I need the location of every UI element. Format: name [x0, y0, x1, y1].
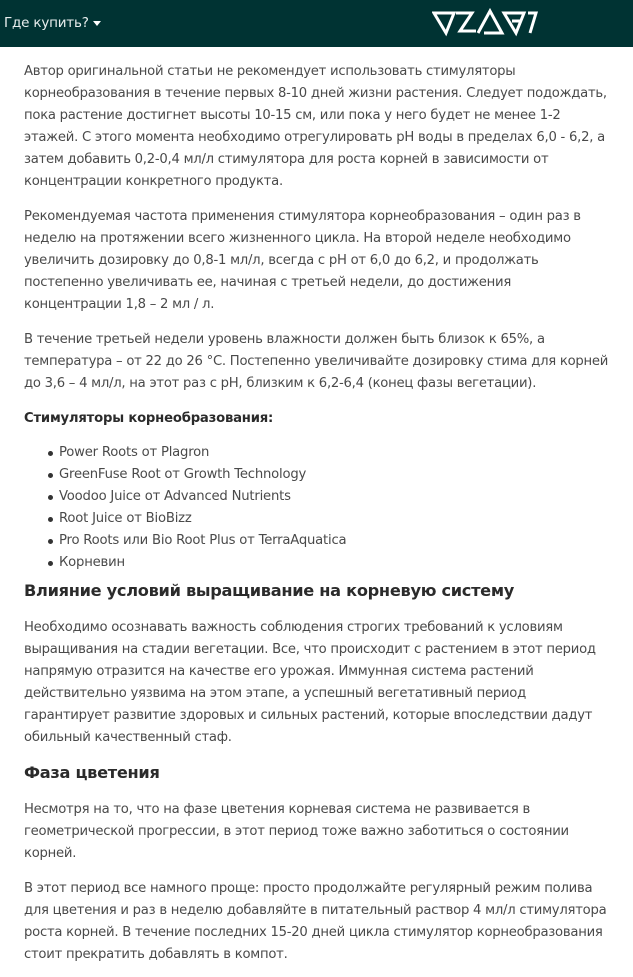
- logo-letter-a: [478, 11, 502, 33]
- stimulator-name: Корневин: [59, 555, 125, 570]
- list-item: [48, 552, 609, 574]
- where-to-buy-dropdown[interactable]: [4, 15, 101, 31]
- bullet-icon: [48, 473, 53, 478]
- bullet-icon: [48, 451, 53, 456]
- logo-letter-z: [456, 13, 476, 31]
- list-item: [48, 508, 609, 530]
- stimulator-name: Voodoo Juice от Advanced Nutrients: [59, 489, 291, 504]
- where-to-buy-label: Где купить?: [4, 15, 89, 31]
- list-item: [48, 442, 609, 464]
- logo-letter-i: [528, 13, 536, 33]
- paragraph-intro-3: В течение третьей недели уровень влажности должен быть близок к 65%, а температура – от 22 до 26 °C. Постепенно увеличивайте дозировку стима для корней до 3,6 – 4 мл/л, на этот раз с pH, близким к 6,2-6,4 (конец фазы вегетации).: [24, 332, 609, 391]
- stimulator-name: GreenFuse Root от Growth Technology: [59, 467, 307, 482]
- paragraph-conditions: Необходимо осознавать важность соблюдения строгих требований к условиям выращивания на стадии вегетации. Все, что происходит с растением в этот период напрямую отразится на качестве его урожая. Иммунная система растений действительно уязвима на этом этапе, а успешный вегетативный период гарантирует развитие здоровых и сильных растений, которые впоследствии дадут обильный качественный стаф.: [24, 620, 596, 745]
- stimulators-heading: Стимуляторы корнеобразования:: [24, 411, 274, 426]
- stimulator-name: Pro Roots или Bio Root Plus от TerraAquatica: [59, 533, 347, 548]
- section-heading-flowering: Фаза цветения: [24, 763, 160, 782]
- caret-down-icon: [93, 21, 101, 26]
- bullet-icon: [48, 561, 53, 566]
- logo-letter-g: [504, 13, 524, 33]
- dzagi-logo[interactable]: [432, 7, 540, 37]
- logo-letter-d: [434, 13, 454, 33]
- bullet-icon: [48, 517, 53, 522]
- list-item: [48, 530, 609, 552]
- bullet-icon: [48, 495, 53, 500]
- paragraph-flowering-2: В этот период все намного проще: просто продолжайте регулярный режим полива для цветения и раз в неделю добавляйте в питательный раствор 4 мл/л стимулятора роста корней. В течение последних 15-20 дней цикла стимулятор корнеобразования стоит прекратить добавлять в компот.: [24, 881, 607, 962]
- bullet-icon: [48, 539, 53, 544]
- stimulators-list: [24, 442, 609, 574]
- list-item: [48, 464, 609, 486]
- stimulator-name: Power Roots от Plagron: [59, 445, 210, 460]
- section-heading-conditions: Влияние условий выращивание на корневую систему: [24, 581, 515, 600]
- stimulator-name: Root Juice от BioBizz: [59, 511, 192, 526]
- top-navigation-bar: [0, 0, 633, 47]
- paragraph-flowering-1: Несмотря на то, что на фазе цветения корневая система не развивается в геометрической прогрессии, в этот период тоже важно заботиться о состоянии корней.: [24, 802, 569, 861]
- list-item: [48, 486, 609, 508]
- article-content: [0, 47, 633, 966]
- paragraph-intro-1: Автор оригинальной статьи не рекомендует использовать стимуляторы корнеобразования в течение первых 8-10 дней жизни растения. Следует подождать, пока растение достигнет высоты 10-15 см, или пока у него будет не менее 1-2 этажей. С этого момента необходимо отрегулировать pH воды в пределах 6,0 - 6,2, а затем добавить 0,2-0,4 мл/л стимулятора для роста корней в зависимости от концентрации конкретного продукта.: [24, 64, 607, 189]
- paragraph-intro-2: Рекомендуемая частота применения стимулятора корнеобразования – один раз в неделю на протяжении всего жизненного цикла. На второй неделе необходимо увеличить дозировку до 0,8-1 мл/л, всегда с pH от 6,0 до 6,2, и продолжать постепенно увеличивать ее, начиная с третьей недели, до достижения концентрации 1,8 – 2 мл / л.: [24, 209, 581, 312]
